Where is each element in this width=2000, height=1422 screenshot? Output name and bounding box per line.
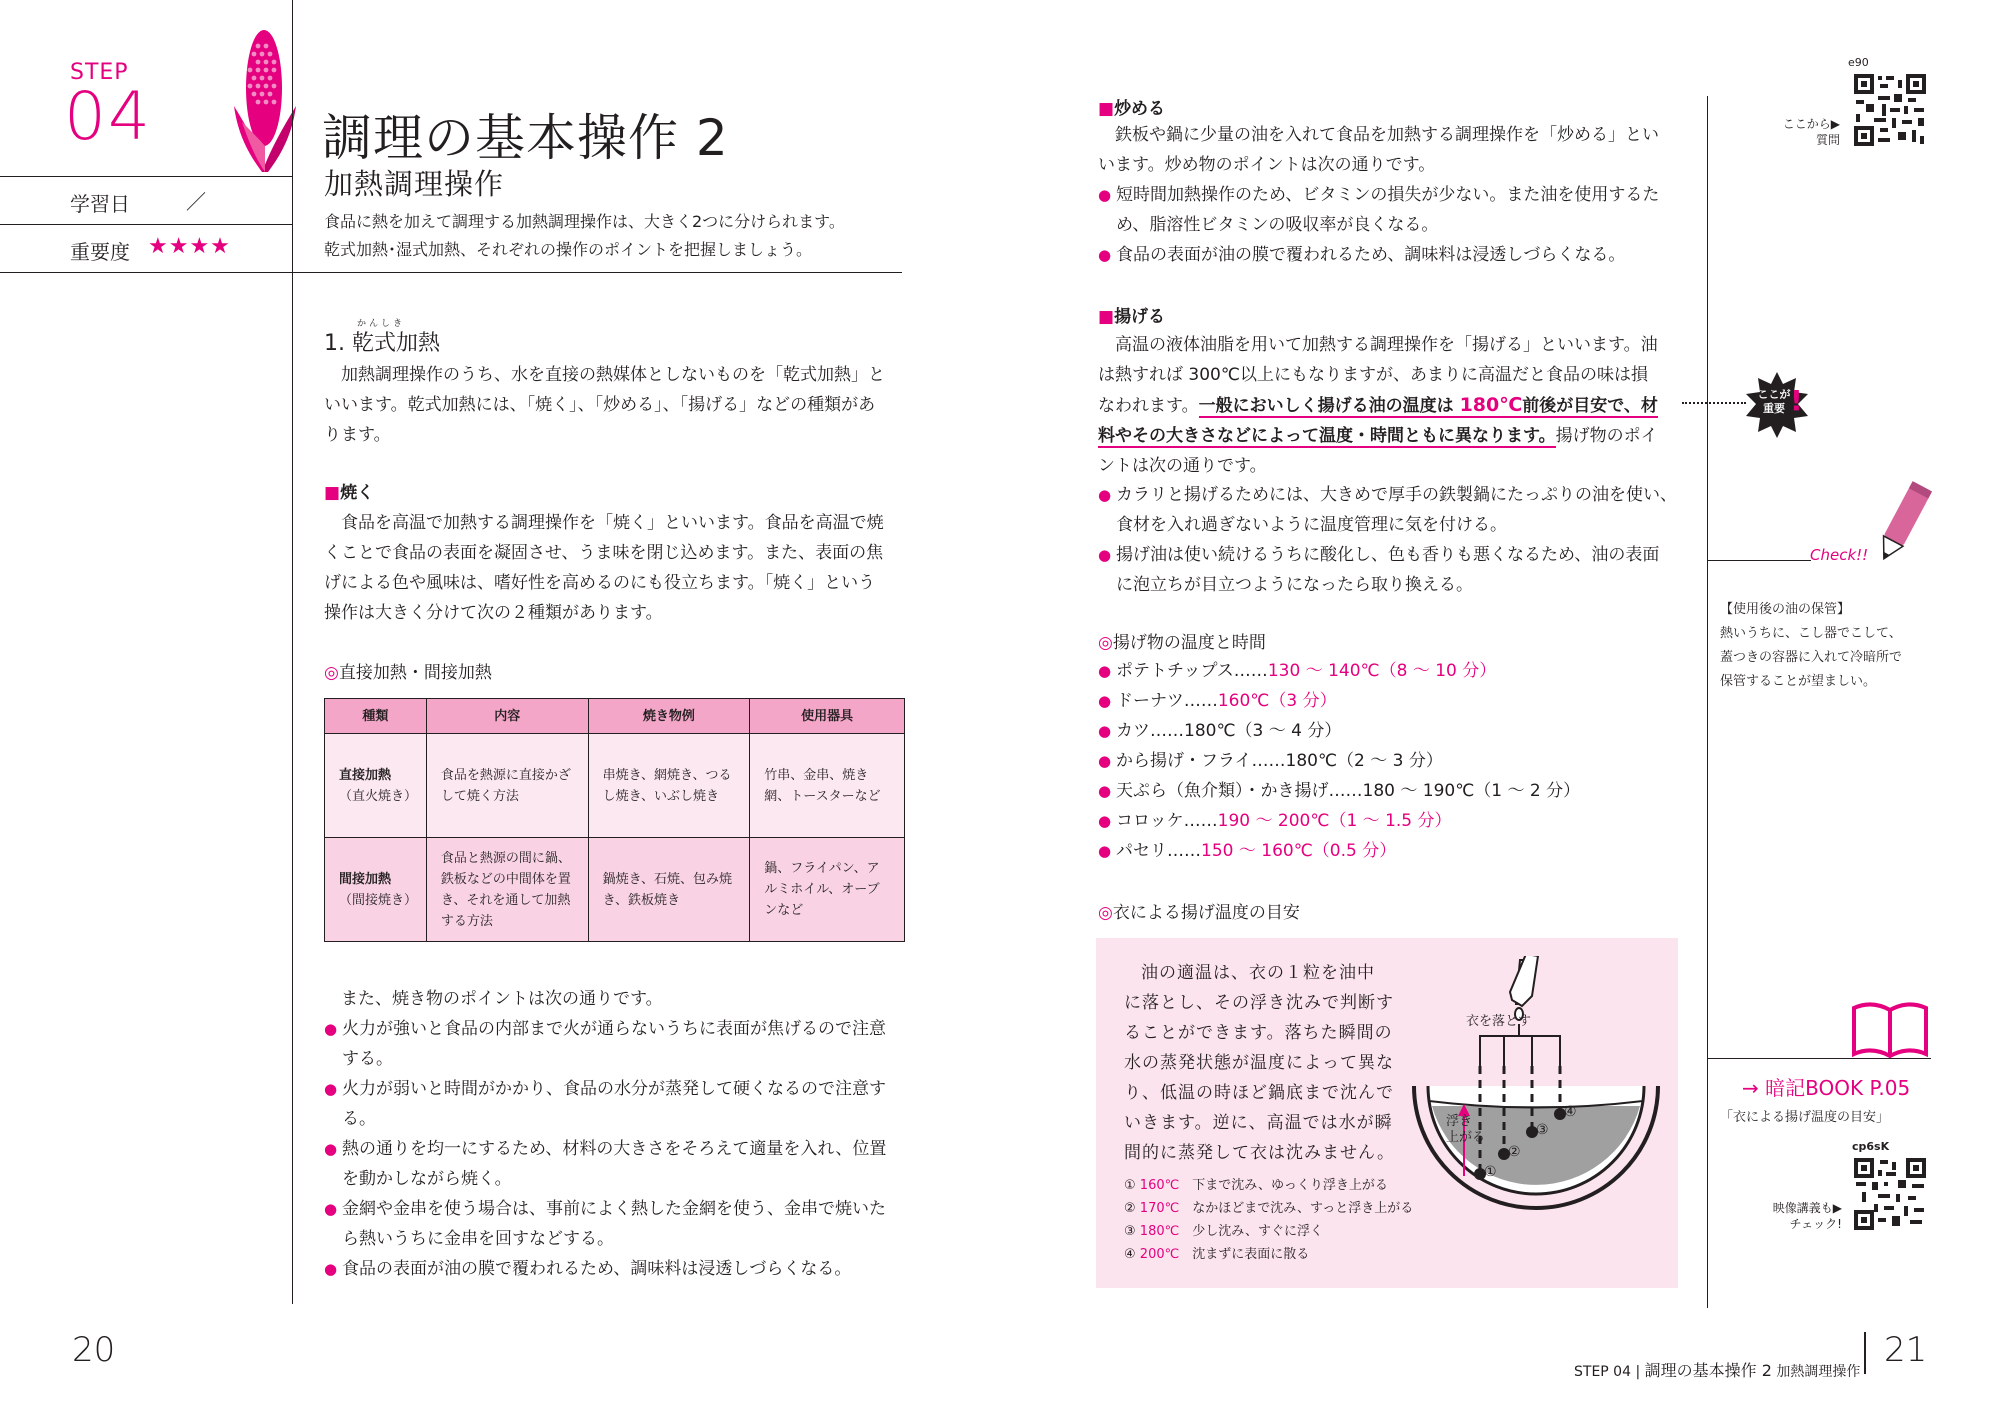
list-line: ● 熱の通りを均一にするため、材料の大きさをそろえて適量を入れ、位置	[342, 1139, 887, 1159]
table-header-cell: 使用器具	[750, 699, 905, 734]
list-line: ら熱いうちに金串を回すなどする。	[342, 1229, 614, 1249]
paragraph-line: げによる色や風味は、嗜好性を高めるのにも役立ちます。「焼く」という	[324, 573, 876, 593]
check-label: Check!!	[1810, 546, 1869, 564]
kind-name: 間接加熱	[339, 871, 392, 887]
table-header-cell: 焼き物例	[588, 699, 750, 734]
left-margin-rule	[292, 0, 293, 1304]
memo-link[interactable]: → 暗記BOOK P.05	[1742, 1076, 1911, 1100]
section-ruby: かんしき	[357, 319, 406, 329]
temp-item	[1098, 806, 1698, 836]
note-row	[1124, 1197, 1413, 1220]
book-icon	[1850, 1000, 1930, 1058]
paragraph-line: に落とし、その浮き沈みで判断す	[1124, 993, 1394, 1013]
ageru-points-list	[1098, 480, 1698, 600]
table-cell-tools: 鍋、フライパン、アルミホイル、オーブンなど	[750, 838, 905, 942]
label-line	[1780, 116, 1840, 132]
diagram-mark-1: ①	[1484, 1164, 1497, 1180]
diagram-drop-label: 衣を落とす	[1466, 1014, 1532, 1029]
cooking-table	[324, 698, 905, 942]
label-line: 質問	[1815, 133, 1840, 147]
qr-icon[interactable]	[1852, 1156, 1928, 1232]
diagram-mark-4: ④	[1564, 1104, 1577, 1120]
kind-name: 直接加熱	[339, 767, 392, 783]
qr-icon[interactable]	[1852, 72, 1928, 148]
temp-item	[1098, 776, 1698, 806]
temp-food: ドーナツ……	[1116, 691, 1218, 711]
page-number-divider	[1864, 1332, 1866, 1374]
paragraph-line: 水の蒸発状態が温度によって異な	[1124, 1053, 1394, 1073]
table-cell-examples: 串焼き、網焼き、つるし焼き、いぶし焼き	[588, 734, 750, 838]
label-text: ここから	[1782, 117, 1831, 131]
note-temp: 180℃	[1139, 1224, 1180, 1239]
temp-value: 130 ～ 140℃（8 ～ 10 分）	[1267, 661, 1497, 681]
paragraph-line: います。炒め物のポイントは次の通りです。	[1098, 155, 1436, 175]
table-heading	[324, 658, 492, 683]
table-cell-content: 食品を熱源に直接かざして焼く方法	[426, 734, 588, 838]
ageru-heading	[1098, 302, 1165, 327]
check-note	[1720, 598, 1920, 694]
paragraph-line: くことで食品の表面を凝固させ、うま味を閉じ込めます。また、表面の焦	[324, 543, 884, 563]
frying-pot-diagram	[1408, 956, 1668, 1216]
header-rule-3	[0, 272, 902, 273]
diagram-mark-2: ②	[1508, 1144, 1521, 1160]
list-line: ● 金網や金串を使う場合は、事前によく熱した金網を使う、金串で焼いた	[342, 1199, 886, 1219]
qr-top-label[interactable]	[1780, 116, 1840, 148]
list-line: に泡立ちが目立つようになったら取り換える。	[1116, 575, 1473, 595]
itameru-title: 炒める	[1114, 99, 1166, 119]
play-arrow-icon: ▶	[1832, 1201, 1842, 1215]
list-line: る。	[342, 1109, 376, 1129]
section-number: 1.	[324, 331, 345, 356]
table-heading-text: 直接加熱・間接加熱	[338, 663, 492, 683]
temp-value: 160℃（3 分）	[1217, 691, 1337, 711]
koko-badge-mark: !	[1790, 384, 1803, 417]
square-bullet-icon: ■	[324, 483, 341, 503]
list-item	[1098, 540, 1698, 600]
koromo-notes	[1124, 1174, 1413, 1266]
intro-text	[324, 208, 904, 264]
left-page-number: 20	[72, 1330, 116, 1370]
label-line: 浮き	[1446, 1114, 1473, 1129]
frying-temp-list	[1098, 656, 1698, 866]
paragraph-line: 油の適温は、衣の１粒を油中	[1141, 963, 1375, 983]
paragraph-line: 間的に蒸発して衣は沈みません。	[1124, 1143, 1396, 1163]
temp-food: カツ……	[1116, 721, 1184, 741]
table-row	[325, 734, 905, 838]
note-row	[1124, 1243, 1413, 1266]
table-cell-kind	[325, 734, 427, 838]
section-title: 乾式加熱	[352, 331, 441, 356]
memo-sub: 「衣による揚げ温度の目安」	[1720, 1110, 1890, 1125]
table-header-cell: 種類	[325, 699, 427, 734]
note-desc: なかほどまで沈み、すっと浮き上がる	[1192, 1201, 1414, 1216]
paragraph-line: いきます。逆に、高温では水が瞬	[1124, 1113, 1393, 1133]
kind-sub: （直火焼き）	[339, 788, 418, 804]
kind-sub: （間接焼き）	[339, 892, 418, 908]
step-number: 04	[64, 78, 152, 155]
temp-item	[1098, 716, 1698, 746]
paragraph-line: ることができます。落ちた瞬間の	[1124, 1023, 1393, 1043]
table-cell-kind	[325, 838, 427, 942]
note-temp: 160℃	[1139, 1178, 1180, 1193]
temp-value: 190 ～ 200℃（1 ～ 1.5 分）	[1217, 811, 1452, 831]
list-line: 食材を入れ過ぎないように温度管理に気を付ける。	[1116, 515, 1507, 535]
itameru-points-list	[1098, 180, 1688, 270]
temp-food: ポテトチップス……	[1116, 661, 1268, 681]
check-rule	[1707, 560, 1811, 561]
list-line: ● 揚げ油は使い続けるうちに酸化し、色も香りも悪くなるため、油の表面	[1116, 545, 1660, 565]
running-title: 調理の基本操作 2	[1644, 1361, 1772, 1380]
itameru-heading	[1098, 94, 1165, 119]
table-cell-examples: 鍋焼き、石焼、包み焼き、鉄板焼き	[588, 838, 750, 942]
play-arrow-icon: ▶	[1830, 117, 1840, 131]
list-line: ● 火力が弱いと時間がかかり、食品の水分が蒸発して硬くなるので注意す	[342, 1079, 886, 1099]
list-line: する。	[342, 1049, 393, 1069]
paragraph-line: 鉄板や鍋に少量の油を入れて食品を加熱する調理操作を「炒める」とい	[1115, 125, 1659, 145]
importance-stars: ★★★★	[148, 234, 231, 259]
yaku-points-list	[324, 1014, 914, 1284]
note-desc: 沈まずに表面に散る	[1192, 1247, 1310, 1262]
temp-item	[1098, 686, 1698, 716]
temp-item	[1098, 746, 1698, 776]
qr-top-code: e90	[1848, 56, 1869, 69]
table-header-cell: 内容	[426, 699, 588, 734]
list-line: ● 短時間加熱操作のため、ビタミンの損失が少ない。また油を使用するた	[1116, 185, 1660, 205]
label-line: 上がる	[1446, 1130, 1486, 1145]
koromo-heading-text: 衣による揚げ温度の目安	[1112, 903, 1300, 923]
ageru-paragraph	[1098, 330, 1698, 481]
double-circle-icon: ◎	[324, 663, 339, 683]
pencil-icon	[1872, 478, 1936, 568]
list-item	[1098, 240, 1688, 270]
page-title: 調理の基本操作 2	[322, 109, 729, 167]
header-rule-2	[0, 224, 292, 225]
paragraph-line: ントは次の通りです。	[1098, 456, 1267, 476]
note-desc: 下まで沈み、ゆっくり浮き上がる	[1192, 1178, 1388, 1193]
highlight-temp: 180℃	[1459, 394, 1523, 416]
ageru-title: 揚げる	[1114, 307, 1166, 327]
check-title: 【使用後の油の保管】	[1720, 602, 1851, 617]
list-line: ● カラリと揚げるためには、大きめで厚手の鉄製鍋にたっぷりの油を使い、	[1116, 485, 1677, 505]
running-sub: 加熱調理操作	[1776, 1364, 1861, 1380]
label-text: 映像講義も	[1772, 1201, 1833, 1215]
koromo-heading	[1098, 898, 1300, 923]
highlight-text: 料やその大きさなどによって温度・時間ともに異なります。	[1098, 426, 1556, 446]
qr-bottom-label[interactable]	[1770, 1200, 1842, 1232]
temp-heading	[1098, 628, 1266, 653]
intro-line: 食品に熱を加えて調理する加熱調理操作は、大きく2つに分けられます。	[324, 212, 845, 231]
paragraph-line: 高温の液体油脂を用いて加熱する調理操作を「揚げる」といいます。油	[1115, 335, 1658, 355]
running-bar: |	[1635, 1364, 1641, 1380]
text-span: 前後が目安で、材	[1522, 396, 1658, 416]
section-paragraph	[324, 360, 906, 450]
memo-rule	[1707, 1058, 1931, 1059]
note-row	[1124, 1174, 1413, 1197]
itameru-paragraph	[1098, 120, 1682, 180]
temp-food: 天ぷら（魚介類）・かき揚げ……	[1116, 781, 1363, 801]
check-line: 熱いうちに、こし器でこして、	[1720, 626, 1902, 641]
diagram-rise-label	[1446, 1114, 1485, 1146]
list-item	[324, 1194, 914, 1254]
paragraph-line: いいます。乾式加熱には、「焼く」、「炒める」、「揚げる」などの種類があ	[324, 395, 876, 415]
section-heading	[324, 326, 440, 357]
temp-heading-text: 揚げ物の温度と時間	[1112, 633, 1266, 653]
diagram-mark-3: ③	[1536, 1122, 1549, 1138]
double-circle-icon: ◎	[1098, 633, 1113, 653]
badge-line: ここが	[1757, 388, 1791, 401]
list-item	[324, 1134, 914, 1194]
list-line: を動かしながら焼く。	[342, 1169, 512, 1189]
list-item	[1098, 480, 1698, 540]
temp-food: コロッケ……	[1116, 811, 1218, 831]
header-rule-1	[0, 176, 292, 177]
table-header-row	[325, 699, 905, 734]
right-margin-rule	[1707, 96, 1708, 1308]
label-line	[1770, 1200, 1842, 1216]
paragraph-line: り、低温の時ほど鍋底まで沈んで	[1124, 1083, 1394, 1103]
paragraph-line: 操作は大きく分けて次の２種類があります。	[324, 603, 663, 623]
page-subtitle: 加熱調理操作	[324, 167, 505, 201]
note-row	[1124, 1220, 1413, 1243]
note-num: ④	[1124, 1247, 1136, 1262]
list-item	[324, 1014, 914, 1074]
check-line: 保管することが望ましい。	[1720, 674, 1877, 689]
yaku-heading	[324, 478, 374, 503]
text-span: なわれます。	[1098, 396, 1199, 416]
list-line: ● 食品の表面が油の膜で覆われるため、調味料は浸透しづらくなる。	[342, 1259, 852, 1279]
study-day-slash: ／	[186, 190, 206, 214]
temp-food: パセリ……	[1116, 841, 1201, 861]
badge-line: 重要	[1763, 402, 1785, 415]
running-head	[1574, 1358, 1860, 1381]
koko-badge-text	[1756, 388, 1792, 416]
list-item	[324, 1254, 914, 1284]
note-desc: 少し沈み、すぐに浮く	[1192, 1224, 1324, 1239]
paragraph-line: は熱すれば 300℃以上にもなりますが、あまりに高温だと食品の味は損	[1098, 365, 1648, 385]
square-bullet-icon: ■	[1098, 307, 1115, 327]
right-page-number: 21	[1884, 1330, 1928, 1370]
check-line: 蓋つきの容器に入れて冷暗所で	[1720, 650, 1903, 665]
highlight-text	[1199, 396, 1658, 418]
list-item	[1098, 180, 1688, 240]
note-temp: 170℃	[1139, 1201, 1180, 1216]
paragraph-line-highlight	[1098, 390, 1698, 421]
dotted-leader	[1682, 402, 1746, 404]
note-num: ②	[1124, 1201, 1136, 1216]
text-span: 一般においしく揚げる油の温度は	[1198, 396, 1460, 416]
paragraph-line: 食品を高温で加熱する調理操作を「焼く」といいます。食品を高温で焼	[341, 513, 884, 533]
temp-food: から揚げ・フライ……	[1116, 751, 1286, 771]
paragraph-line-highlight	[1098, 421, 1698, 451]
temp-item	[1098, 836, 1698, 866]
double-circle-icon: ◎	[1098, 903, 1113, 923]
text-span: 揚げ物のポイ	[1555, 426, 1658, 446]
temp-item	[1098, 656, 1698, 686]
table-row	[325, 838, 905, 942]
corn-icon	[228, 26, 302, 174]
note-temp: 200℃	[1139, 1247, 1180, 1262]
importance-label: 重要度	[70, 240, 130, 264]
yaku-title: 焼く	[340, 483, 375, 503]
list-line: ● 食品の表面が油の膜で覆われるため、調味料は浸透しづらくなる。	[1116, 245, 1626, 265]
list-item	[324, 1074, 914, 1134]
list-line: ● 火力が強いと食品の内部まで火が通らないうちに表面が焦げるので注意	[342, 1019, 886, 1039]
table-cell-tools: 竹串、金串、焼き網、トースターなど	[750, 734, 905, 838]
study-day-label: 学習日	[70, 192, 130, 216]
koromo-text	[1124, 958, 1444, 1168]
paragraph-line: 加熱調理操作のうち、水を直接の熱媒体としないものを「乾式加熱」と	[341, 365, 885, 385]
paragraph-line: ります。	[324, 425, 391, 445]
qr-bottom-code: cp6sK	[1852, 1140, 1890, 1153]
list-line: め、脂溶性ビタミンの吸収率が良くなる。	[1116, 215, 1439, 235]
table-cell-content: 食品と熱源の間に鍋、鉄板などの中間体を置き、それを通して加熱する方法	[426, 838, 588, 942]
note-num: ③	[1124, 1224, 1136, 1239]
label-line: チェック!	[1789, 1217, 1842, 1231]
yaku-paragraph	[324, 508, 906, 628]
step-label: STEP	[70, 60, 129, 85]
temp-value: 180 ～ 190℃（1 ～ 2 分）	[1362, 781, 1581, 801]
running-step: STEP 04	[1574, 1364, 1631, 1380]
temp-value: 180℃（3 ～ 4 分）	[1184, 721, 1342, 741]
note-num: ①	[1124, 1178, 1136, 1193]
square-bullet-icon: ■	[1098, 99, 1115, 119]
points-intro: また、焼き物のポイントは次の通りです。	[341, 989, 663, 1009]
intro-line: 乾式加熱･湿式加熱、それぞれの操作のポイントを把握しましょう。	[324, 240, 813, 259]
temp-value: 150 ～ 160℃（0.5 分）	[1201, 841, 1397, 861]
temp-value: 180℃（2 ～ 3 分）	[1285, 751, 1443, 771]
